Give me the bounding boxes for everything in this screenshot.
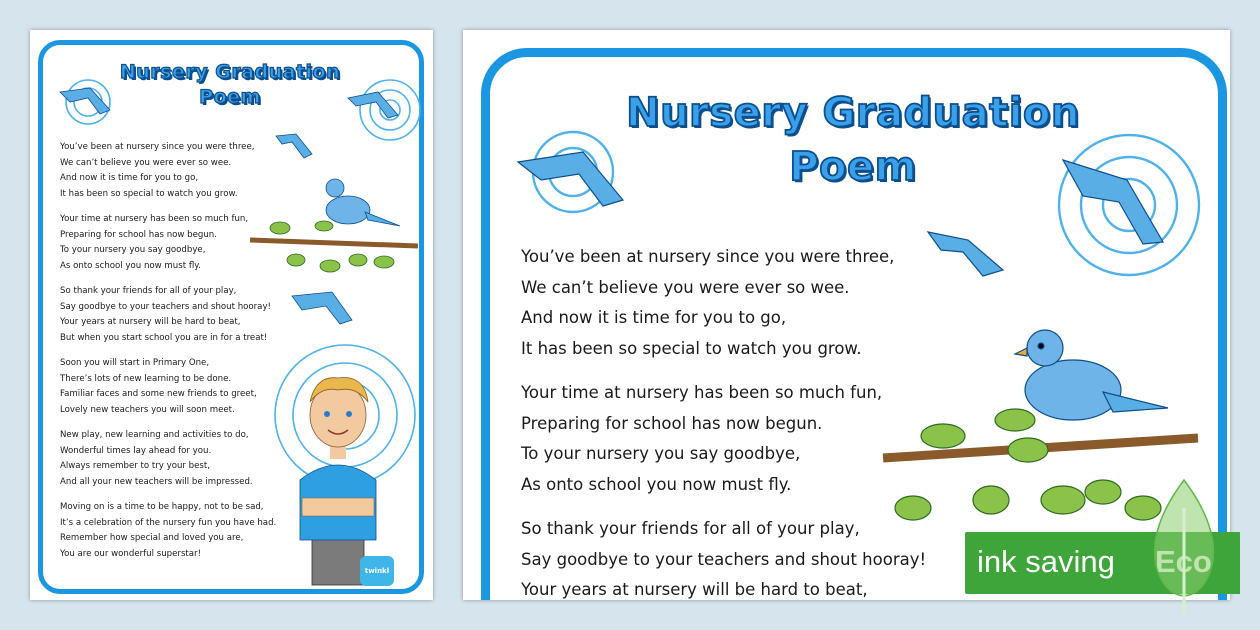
poem-line: Moving on is a time to be happy, not to be sad, <box>60 502 264 512</box>
small-preview-sheet[interactable] <box>30 30 433 600</box>
poem-line: So thank your friends for all of your play, <box>60 286 237 296</box>
ink-saving-label: ink saving <box>977 544 1115 579</box>
poem-line: To your nursery you say goodbye, <box>521 444 801 463</box>
poem-line: Your time at nursery has been so much fun, <box>521 383 883 402</box>
poem-line: It has been so special to watch you grow. <box>521 338 862 358</box>
poem-line: Lovely new teachers you will soon meet. <box>60 404 235 415</box>
poem-line: Always remember to try your best, <box>60 461 210 471</box>
poem-line: You’ve been at nursery since you were three, <box>60 142 255 152</box>
poem-line: Say goodbye to your teachers and shout hooray! <box>521 549 927 569</box>
leaf-icon <box>1148 478 1220 618</box>
poem-line: As onto school you now must fly. <box>521 474 792 494</box>
poem-line: You are our wonderful superstar! <box>60 548 202 559</box>
poem-line: It’s a celebration of the nursery fun you have had. <box>60 517 277 528</box>
stanza <box>60 284 276 346</box>
poem-line: We can’t believe you were ever so wee. <box>60 157 232 168</box>
large-poem-text <box>521 242 926 600</box>
bluebird-icon <box>1015 330 1168 420</box>
stanza <box>60 500 276 562</box>
stanza <box>60 212 276 274</box>
poem-line: But when you start school you are in for a treat! <box>60 332 268 343</box>
small-poem-text <box>60 140 276 572</box>
poem-line: Say goodbye to your teachers and shout hooray! <box>60 301 271 312</box>
stanza <box>521 242 926 364</box>
stanza <box>60 428 276 490</box>
poem-line: To your nursery you say goodbye, <box>60 245 206 255</box>
large-preview-sheet[interactable] <box>463 30 1230 600</box>
boy-illustration <box>300 378 376 586</box>
stanza <box>521 514 926 600</box>
poem-line: We can’t believe you were ever so wee. <box>521 277 850 297</box>
poem-line: And now it is time for you to go, <box>521 308 787 327</box>
title-line-1: Nursery Graduation <box>119 61 341 83</box>
twinkl-logo: twinkl <box>360 556 394 586</box>
poem-line: And all your new teachers will be impressed. <box>60 476 253 487</box>
poem-line: Preparing for school has now begun. <box>60 229 217 240</box>
poem-line: There’s lots of new learning to be done. <box>60 373 232 384</box>
bluebird-icon <box>326 179 400 226</box>
poem-line: Preparing for school has now begun. <box>521 413 823 433</box>
stanza <box>521 378 926 500</box>
poem-line: Your time at nursery has been so much fun, <box>60 214 249 224</box>
stanza <box>60 140 276 202</box>
stanza <box>60 356 276 418</box>
poem-line: New play, new learning and activities to do, <box>60 430 249 440</box>
page-title-large <box>573 86 1133 194</box>
poem-line: Soon you will start in Primary One, <box>60 358 210 368</box>
poem-line: Your years at nursery will be hard to beat, <box>60 317 241 327</box>
poem-line: You’ve been at nursery since you were three, <box>521 247 895 266</box>
title-line-2: Poem <box>789 144 917 190</box>
page-title <box>100 60 360 110</box>
poem-line: Remember how special and loved you are, <box>60 533 244 543</box>
poem-line: It has been so special to watch you grow. <box>60 188 238 199</box>
poem-line: And now it is time for you to go, <box>60 173 199 183</box>
poem-line: Your years at nursery will be hard to beat, <box>521 580 868 599</box>
poem-line: Familiar faces and some new friends to greet, <box>60 389 257 399</box>
poem-line: Wonderful times lay ahead for you. <box>60 445 212 456</box>
poem-line: As onto school you now must fly. <box>60 260 201 271</box>
poem-line: So thank your friends for all of your play, <box>521 519 860 538</box>
title-line-2: Poem <box>199 86 261 108</box>
title-line-1: Nursery Graduation <box>626 90 1080 136</box>
